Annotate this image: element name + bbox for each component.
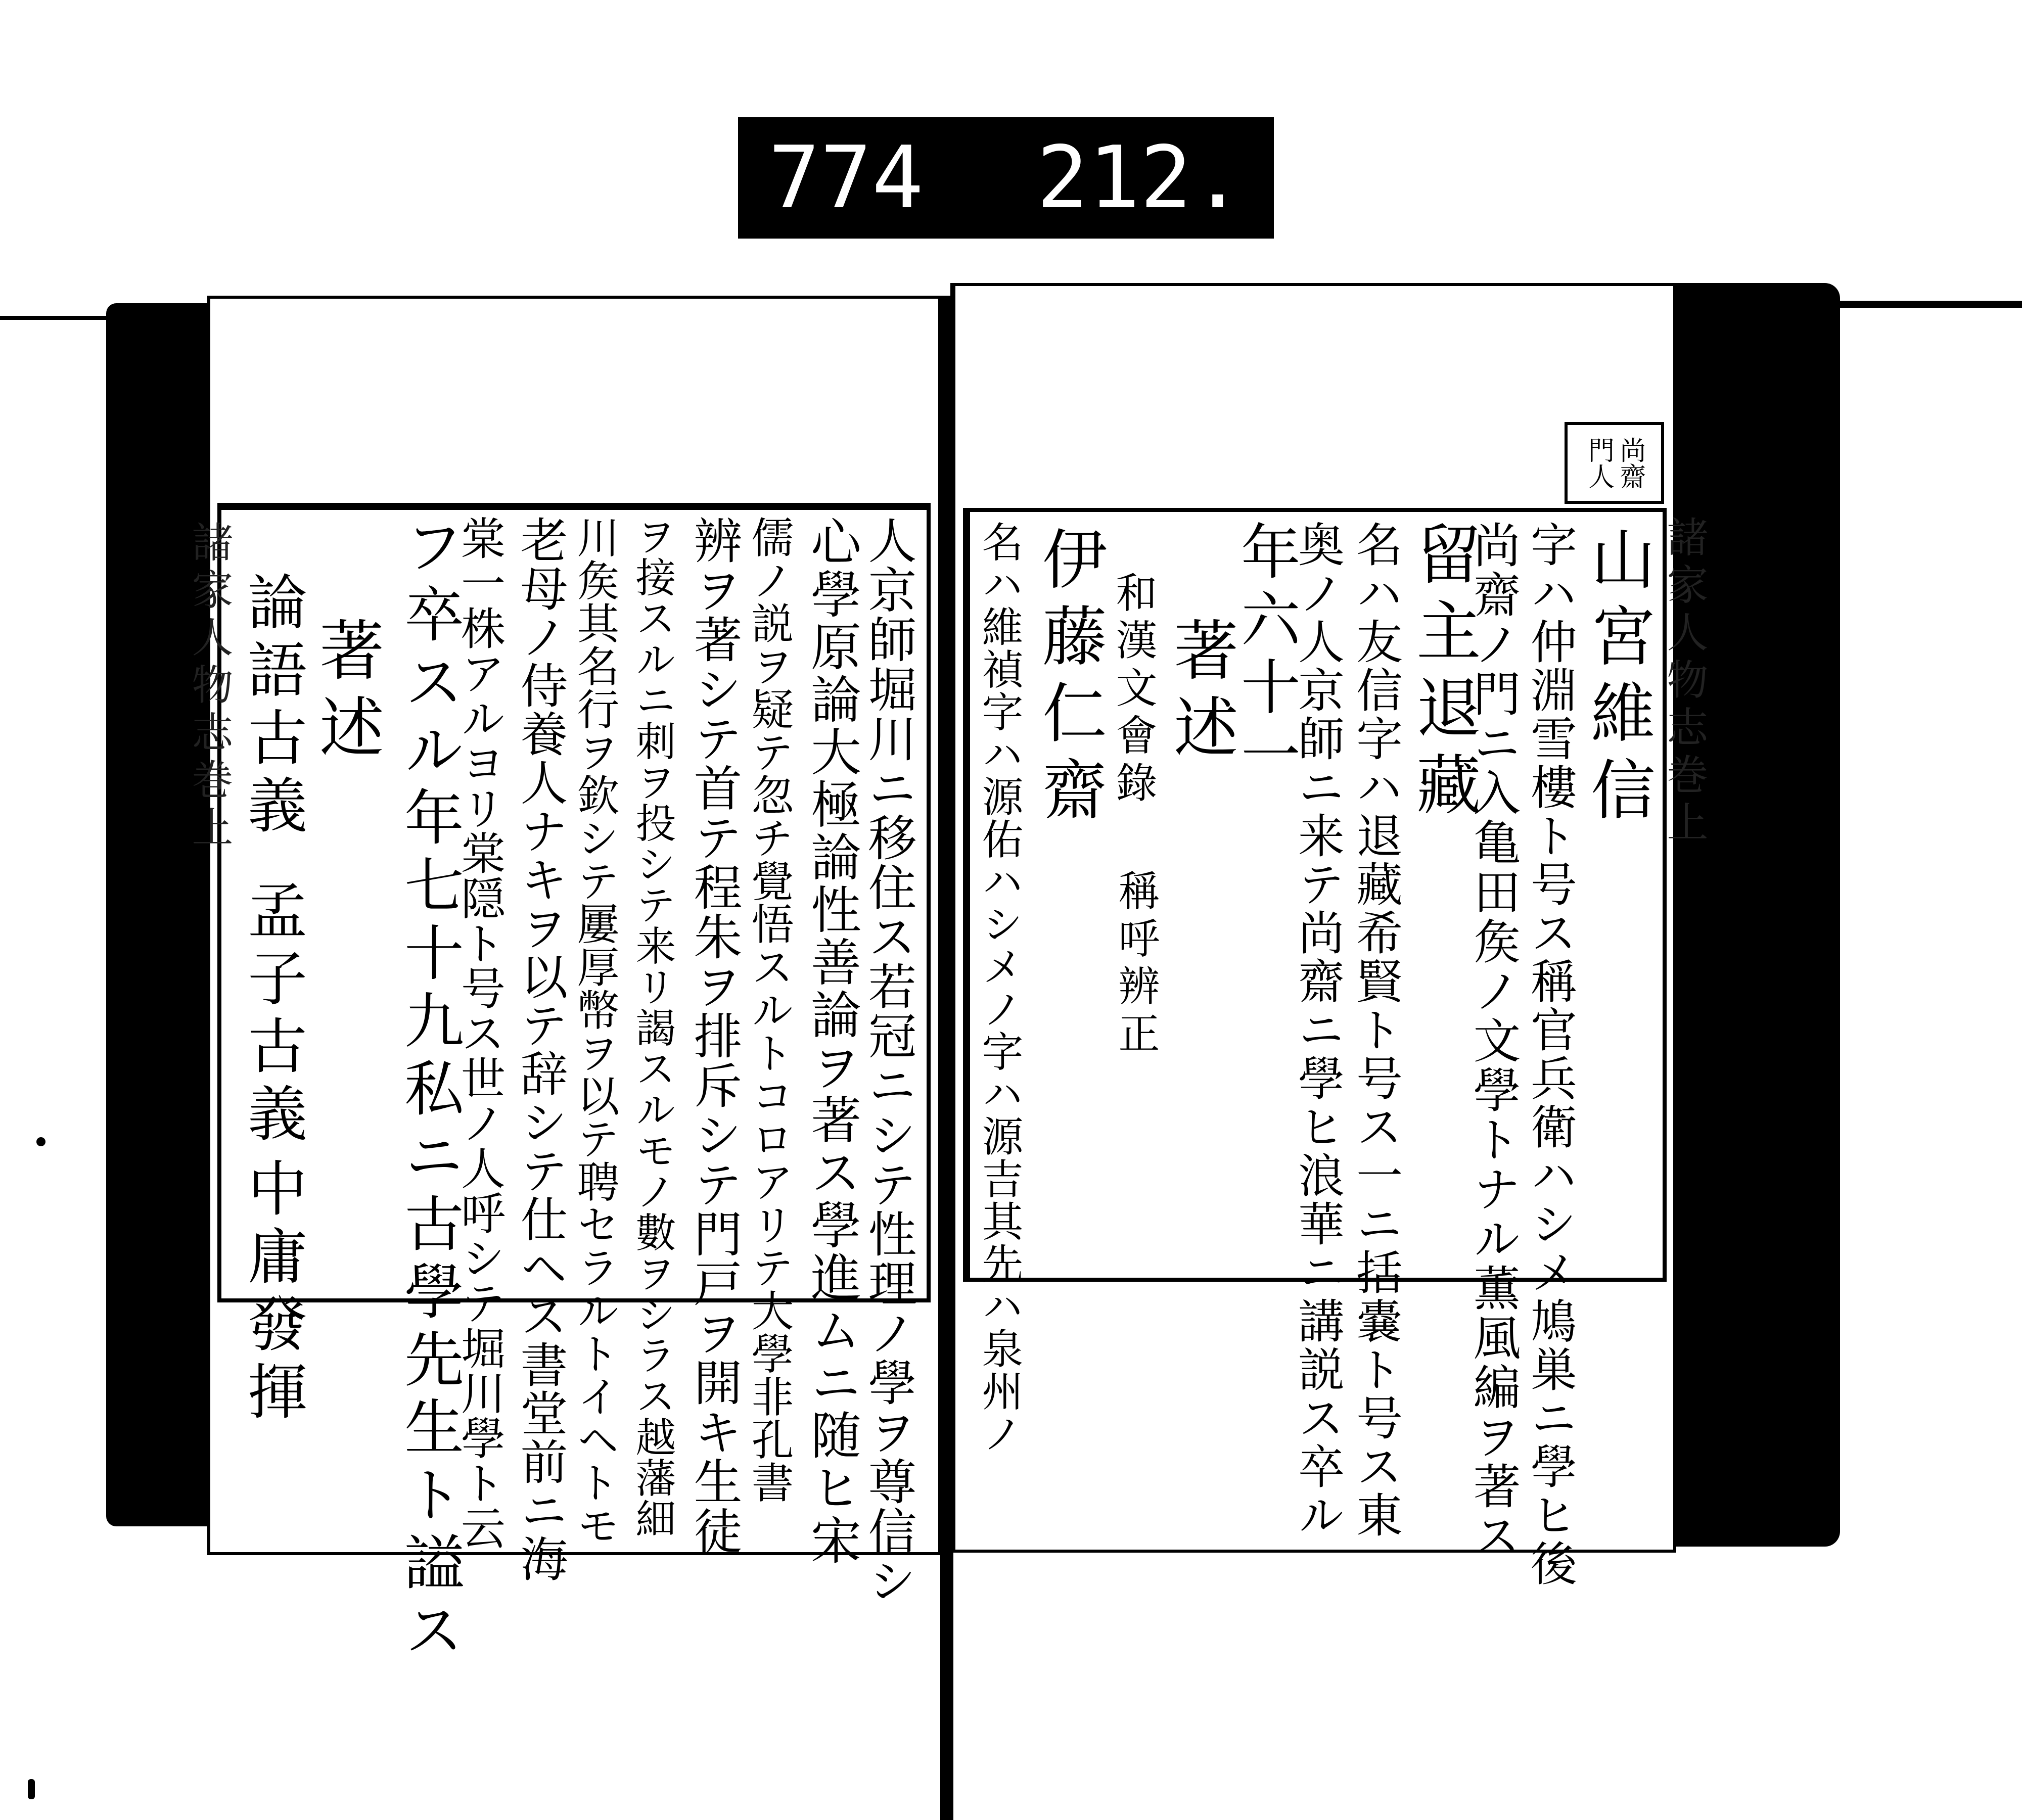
scan-speck xyxy=(36,1137,45,1146)
right-column-5: 名ハ友信字ハ退藏希賢ト号ス一ニ括嚢ト号ス東 xyxy=(1349,521,1403,1539)
left-column-5: ヲ接スルニ刺ヲ投シテ来リ謁スルモノ數ヲシラス越藩細 xyxy=(629,516,676,1539)
left-column-3: 儒ノ説ヲ疑テ忽チ覺悟スルトコロアリテ大學非孔書 xyxy=(745,516,794,1504)
left-column-2: 心學原論大極論性善論ヲ著ス學進ムニ随ヒ宋 xyxy=(802,516,861,1567)
left-column-6: 川矦其名行ヲ欽シテ屢厚幣ヲ以テ聘セラルトイヘトモ xyxy=(570,516,620,1547)
scan-speck xyxy=(28,1779,35,1799)
right-page-stack xyxy=(1673,283,1840,1547)
work-title-wakan: 和漢文會錄 xyxy=(1109,571,1157,809)
works-heading-right: 著述 xyxy=(1163,617,1238,770)
left-edge-rule xyxy=(0,316,116,320)
left-page-runner: 諸家人物志巻上 xyxy=(185,521,233,853)
work-title-moshi: 孟子古義 xyxy=(238,879,307,1150)
left-column-9: フ卒スル年七十九私ニ古學先生ト謚ス xyxy=(394,516,464,1667)
stamp-line-2: 門人 xyxy=(1583,437,1614,489)
entry-title-ito-jinsai: 伊藤仁齋 xyxy=(1031,526,1107,833)
right-column-6: 奥ノ人京師ニ来テ尚齋ニ學ヒ浪華ニ講説ス卒ル xyxy=(1291,521,1345,1539)
right-page-runner: 諸家人物志巻上 xyxy=(1660,516,1708,848)
catalog-number-label xyxy=(738,117,1274,239)
entry-title-rusu: 留主退藏 xyxy=(1405,521,1481,828)
right-column-12: 名ハ維禎字ハ源佑ハシメノ字ハ源吉其先ハ泉州ノ xyxy=(975,521,1023,1455)
right-column-7: 年六十一 xyxy=(1231,521,1301,791)
work-title-chuyo: 中庸發揮 xyxy=(238,1157,307,1428)
book-spine xyxy=(940,296,953,1820)
left-column-7: 老母ノ侍養人ナキヲ以テ辞シテ仕ヘス書堂前ニ海 xyxy=(512,516,567,1583)
right-column-2: 字ハ仲淵雪樓ト号ス稱官兵衛ハシメ鳩巣ニ學ヒ後 xyxy=(1523,521,1577,1588)
left-column-1: 人京師堀川ニ移住ス若冠ニシテ性理ノ學ヲ尊信シ xyxy=(860,516,917,1605)
catalog-number-right: 212. xyxy=(1036,128,1244,228)
left-page-stack xyxy=(106,303,222,1526)
left-column-4: 辨ヲ著シテ首テ程朱ヲ排斥シテ門戸ヲ開キ生徒 xyxy=(686,516,743,1556)
work-title-shoko: 稱呼辨正 xyxy=(1112,869,1160,1059)
works-heading-left: 著述 xyxy=(308,617,384,770)
stamp-line-1: 尚齋 xyxy=(1615,437,1645,489)
right-column-3: 尚齋ノ門ニ入亀田矦ノ文學トナル薫風編ヲ著ス xyxy=(1465,521,1520,1561)
left-column-8: 棠一株アルヨリ棠隠ト号ス世ノ人呼シテ堀川學ト云 xyxy=(454,516,506,1550)
work-title-rongo: 論語古義 xyxy=(238,571,307,842)
section-stamp xyxy=(1565,422,1664,504)
entry-title-yamamiya: 山宮維信 xyxy=(1580,526,1655,833)
right-edge-rule xyxy=(1835,301,2022,308)
catalog-number-left: 774 xyxy=(768,128,924,228)
